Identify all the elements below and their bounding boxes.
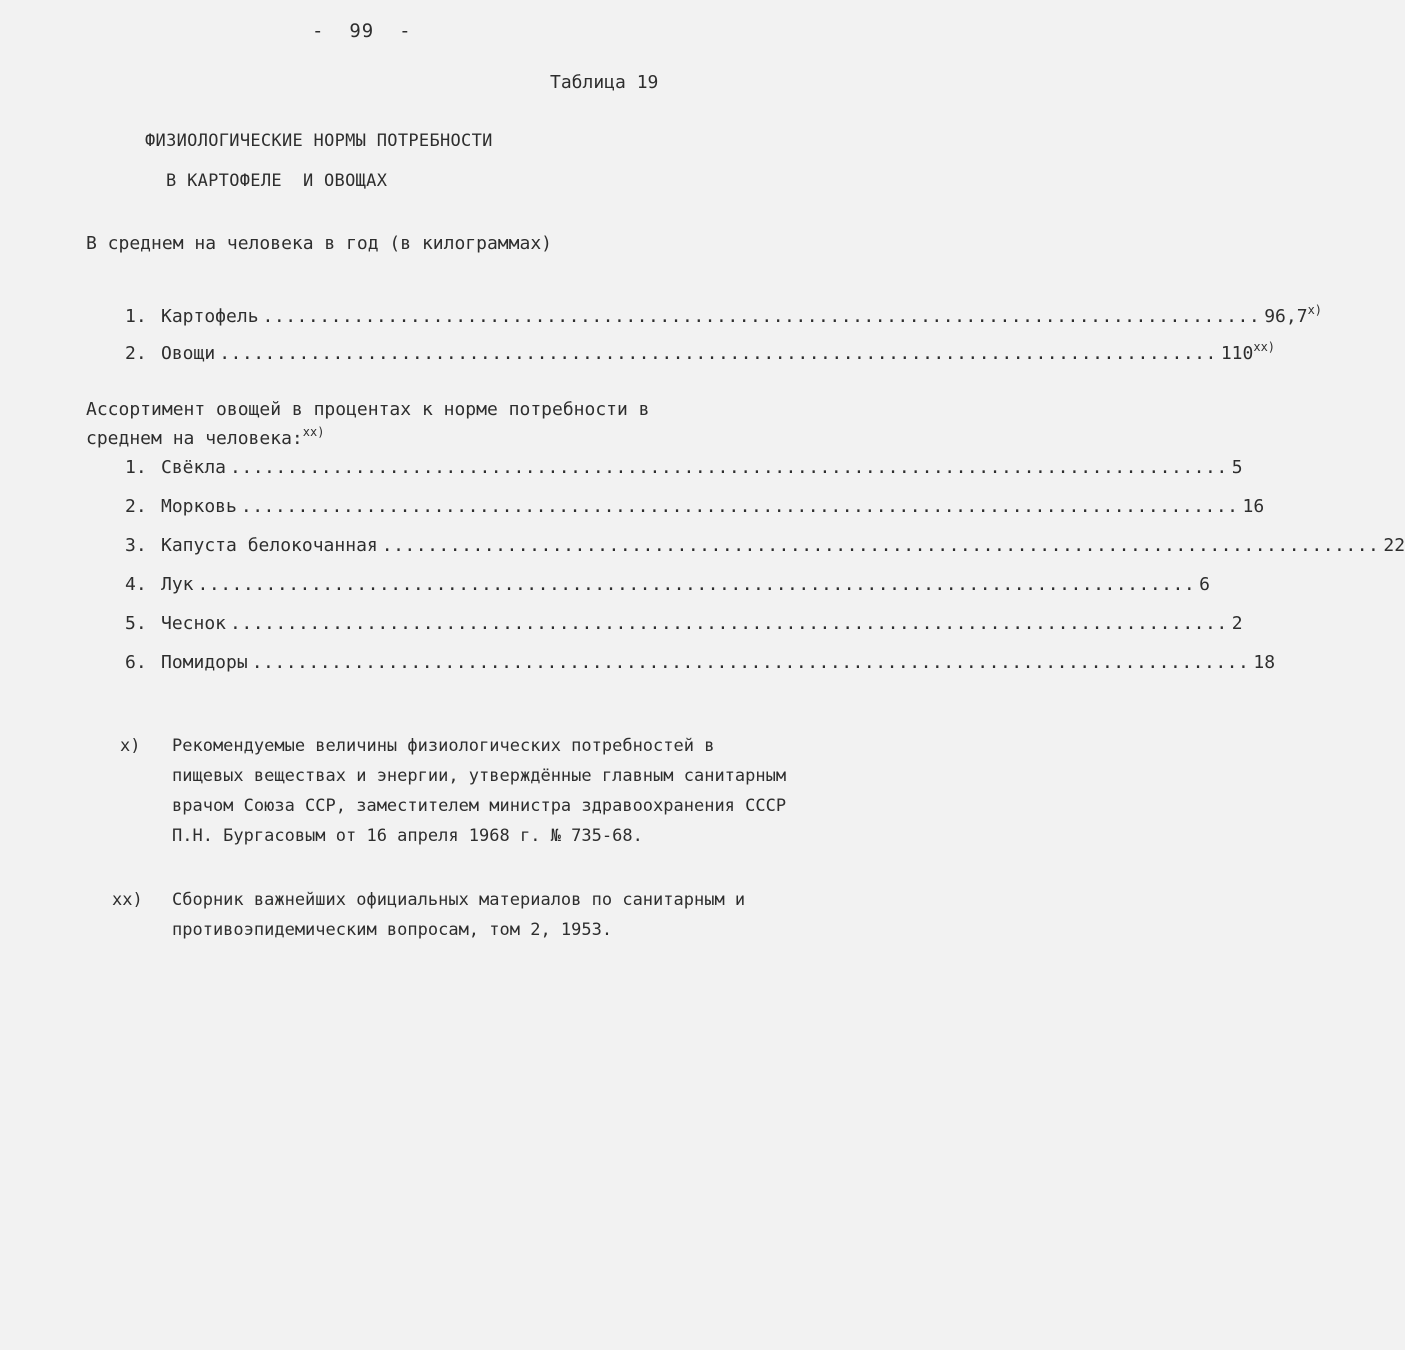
row-value: 6 — [1199, 574, 1211, 595]
row-number: 2. — [125, 343, 147, 364]
footnote-ref: xx) — [302, 425, 325, 439]
row-value: 96,7$^{x)}$ — [1264, 303, 1323, 327]
footnote-x — [120, 731, 810, 891]
row-number: 3. — [125, 535, 147, 556]
row-name: Лук — [161, 574, 194, 595]
row-number: 1. — [125, 457, 147, 478]
row-name: Капуста белокочанная — [161, 535, 378, 556]
row-name: Чеснок — [161, 613, 227, 634]
row-number: 4. — [125, 574, 147, 595]
footnote-ref: xx) — [1253, 340, 1276, 354]
table-label: Таблица 19 — [550, 72, 659, 93]
assortment-heading: Ассортимент овощей в процентах к норме потребности в среднем на человека:$^{xx)}$ — [86, 399, 650, 449]
table-title-line-1: ФИЗИОЛОГИЧЕСКИЕ НОРМЫ ПОТРЕБНОСТИ — [145, 131, 493, 151]
assortment-row — [125, 574, 1211, 595]
row-value: 5 — [1231, 457, 1243, 478]
assortment-row — [125, 535, 1405, 556]
table-subtitle: В среднем на человека в год (в килограммах) — [86, 233, 552, 254]
row-number: 5. — [125, 613, 147, 634]
assortment-row — [125, 457, 1243, 478]
row-value: 16 — [1242, 496, 1265, 517]
footnote-mark: x) — [120, 736, 141, 756]
leader-dots: ........................................................................................ — [251, 652, 1250, 673]
leader-dots: ........................................................................................ — [197, 574, 1196, 595]
page-number: - 99 - — [312, 20, 412, 42]
row-number: 2. — [125, 496, 147, 517]
leader-dots: ........................................................................................ — [262, 306, 1261, 327]
footnote-mark: xx) — [112, 890, 143, 910]
norm-row-potato — [125, 303, 1323, 327]
footnote-xx — [112, 885, 832, 955]
footnote-text: Сборник важнейших официальных материалов по санитарным и противоэпидемическим вопросам, том 2, 1953. — [172, 890, 746, 940]
leader-dots: ........................................................................................ — [381, 535, 1380, 556]
row-value: 22 — [1383, 535, 1405, 556]
row-value: 2 — [1231, 613, 1243, 634]
footnote-text: Рекомендуемые величины физиологических потребностей в пищевых веществах и энергии, утверждённые главным санитарным врачом Союза ССР, заместителем министра здравоохранения СССР П.Н. Бургасовым от 16 апреля 1968 г. № 735-68. — [172, 736, 787, 846]
row-name: Картофель — [161, 306, 259, 327]
leader-dots: ........................................................................................ — [219, 343, 1217, 364]
norm-row-vegetables — [125, 340, 1276, 364]
row-name: Свёкла — [161, 457, 227, 478]
leader-dots: ........................................................................................ — [230, 457, 1228, 478]
assortment-row — [125, 652, 1276, 673]
row-value: 110$^{xx)}$ — [1220, 340, 1276, 364]
row-number: 1. — [125, 306, 147, 327]
assortment-row — [125, 496, 1265, 517]
table-title-line-2: В КАРТОФЕЛЕ И ОВОЩАХ — [166, 171, 388, 191]
assortment-row — [125, 613, 1243, 634]
row-value: 18 — [1253, 652, 1276, 673]
leader-dots: ........................................................................................ — [240, 496, 1239, 517]
leader-dots: ........................................................................................ — [230, 613, 1228, 634]
footnote-ref: x) — [1307, 303, 1323, 317]
row-number: 6. — [125, 652, 147, 673]
row-name: Помидоры — [161, 652, 248, 673]
row-name: Овощи — [161, 343, 216, 364]
row-name: Морковь — [161, 496, 237, 517]
